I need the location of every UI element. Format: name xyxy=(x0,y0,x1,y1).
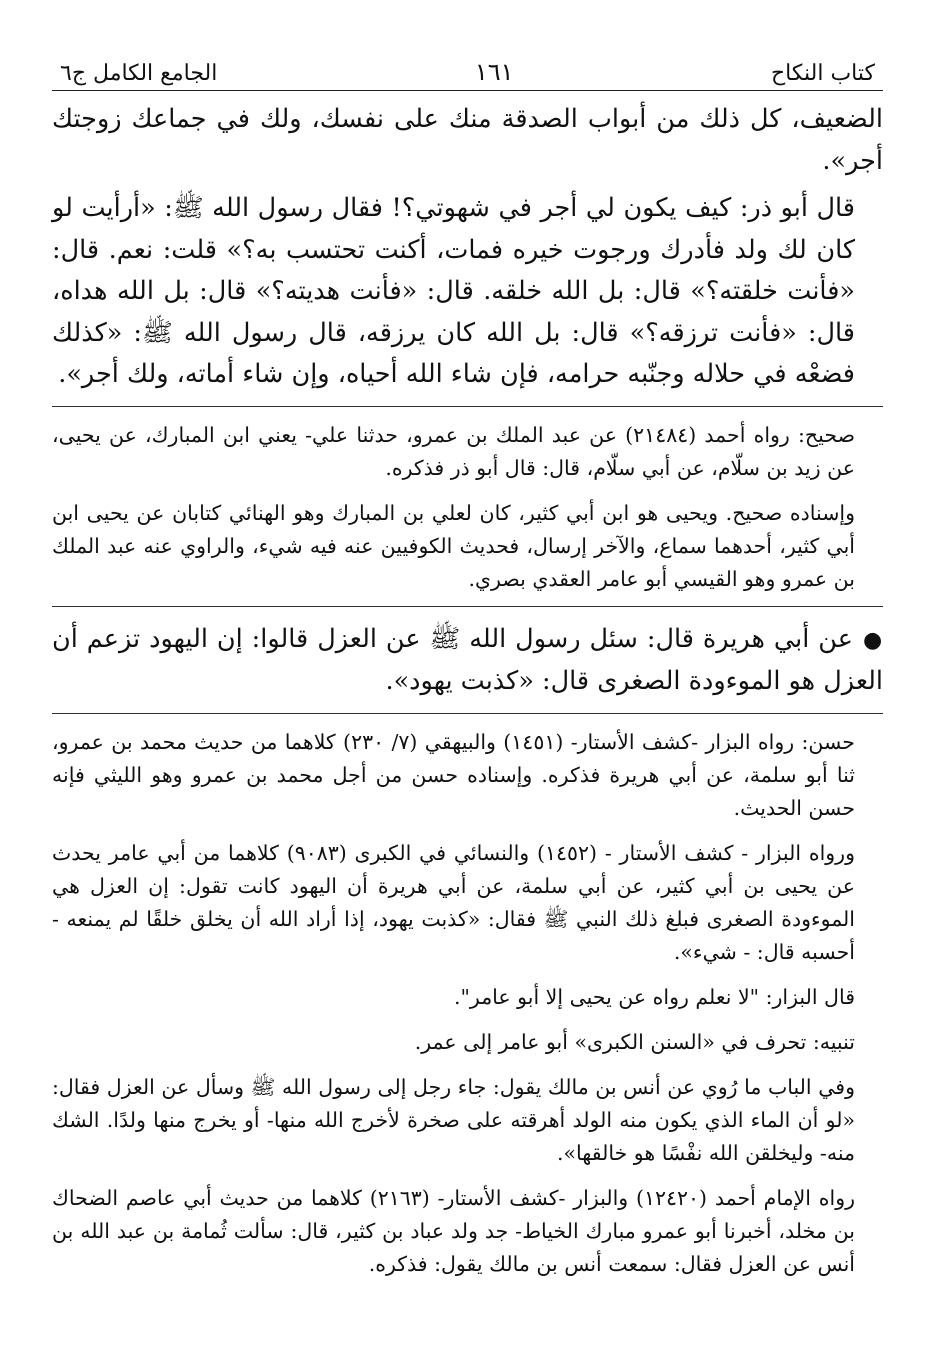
hadith-continuation: الضعيف، كل ذلك من أبواب الصدقة منك على نفسك، ولك في جماعك زوجتك أجر». xyxy=(52,104,883,176)
hadith-text: عن أبي هريرة قال: سئل رسول الله ﷺ عن العزل قالوا: إن اليهود تزعم أن العزل هو الموءودة الصغرى قال: «كذبت يهود». xyxy=(52,623,883,696)
page-header xyxy=(52,40,883,86)
section-divider xyxy=(52,606,883,607)
chapter-title: كتاب النكاح xyxy=(770,61,875,86)
header-rule xyxy=(52,90,883,91)
takhrij-paragraph: وإسناده صحيح. ويحيى هو ابن أبي كثير، كان لعلي بن المبارك وهو الهنائي كتابان عن يحيى ابن أبي كثير، أحدهما سماع، والآخر إرسال، فحديث الكوفيين عنه فيه شيء، والراوي عنه عبد الملك بن عمرو وهو القيسي أبو عامر العقدي بصري. xyxy=(52,500,855,591)
section-divider xyxy=(52,406,883,407)
bazzar-quote: قال البزار: "لا نعلم رواه عن يحيى إلا أبو عامر". xyxy=(453,984,855,1009)
takhrij-paragraph: رواه الإمام أحمد (١٢٤٢٠) والبزار -كشف الأستار- (٢١٦٣) كلاهما من حديث أبي عاصم الضحاك بن مخلد، أخبرنا أبو عمرو مبارك الخياط- جد ولد عباد بن كثير، قال: سألت ثُمامة بن عبد الله بن أنس عن العزل فقال: سمعت أنس بن مالك يقول: فذكره. xyxy=(52,1185,855,1276)
takhrij-paragraph: حسن: رواه البزار -كشف الأستار- (١٤٥١) والبيهقي (٧/ ٢٣٠) كلاهما من حديث محمد بن عمرو، ثنا أبو سلمة، عن أبي هريرة فذكره. وإسناده حسن من أجل محمد بن عمرو وهو الليثي فإنه حسن الحديث. xyxy=(52,729,855,820)
takhrij-paragraph: ورواه البزار - كشف الأستار - (١٤٥٢) والنسائي في الكبرى (٩٠٨٣) كلاهما من أبي عامر يحدث عن يحيى بن أبي كثير، عن أبي سلمة، عن أبي هريرة أن اليهود كانت تقول: إن العزل هي الموءودة الصغرى فبلغ ذلك النبي ﷺ فقال: «كذبت يهود، إذا أراد الله أن يخلق خلقًا لم يمنعه - أحسبه قال: - شيء». xyxy=(52,840,855,964)
bullet-icon: ● xyxy=(862,627,883,653)
takhrij-paragraph: صحيح: رواه أحمد (٢١٤٨٤) عن عبد الملك بن عمرو، حدثنا علي- يعني ابن المبارك، عن يحيى، عن زيد بن سلّام، عن أبي سلّام، قال: قال أبو ذر فذكره. xyxy=(52,422,855,480)
correction-note: تنبيه: تحرف في «السنن الكبرى» أبو عامر إلى عمر. xyxy=(414,1029,855,1054)
related-narration: وفي الباب ما رُوي عن أنس بن مالك يقول: جاء رجل إلى رسول الله ﷺ وسأل عن العزل فقال: «لو أن الماء الذي يكون منه الولد أهرقته على صخرة لأخرج الله منها- أو يخرج منها ولدًا. الشك منه- وليخلقن الله نفْسًا هو خالقها». xyxy=(52,1074,855,1165)
page-number: ١٦١ xyxy=(474,58,514,86)
section-divider xyxy=(52,713,883,714)
book-title: الجامع الكامل ج٦ xyxy=(60,61,218,86)
hadith-abu-hurayra xyxy=(52,619,883,703)
hadith-abu-dharr: قال أبو ذر: كيف يكون لي أجر في شهوتي؟! فقال رسول الله ﷺ: «أرأيت لو كان لك ولد فأدرك ورجوت خيره فمات، أكنت تحتسب به؟» قلت: نعم. قال: «فأنت خلقته؟» قال: بل الله خلقه. قال: «فأنت هديته؟» قال: بل الله هداه، قال: «فأنت ترزقه؟» قال: بل الله كان يرزقه، قال رسول الله ﷺ: «كذلك فضعْه في حلاله وجنّبه حرامه، فإن شاء الله أحياه، وإن شاء أماته، ولك أجر». xyxy=(52,193,855,389)
